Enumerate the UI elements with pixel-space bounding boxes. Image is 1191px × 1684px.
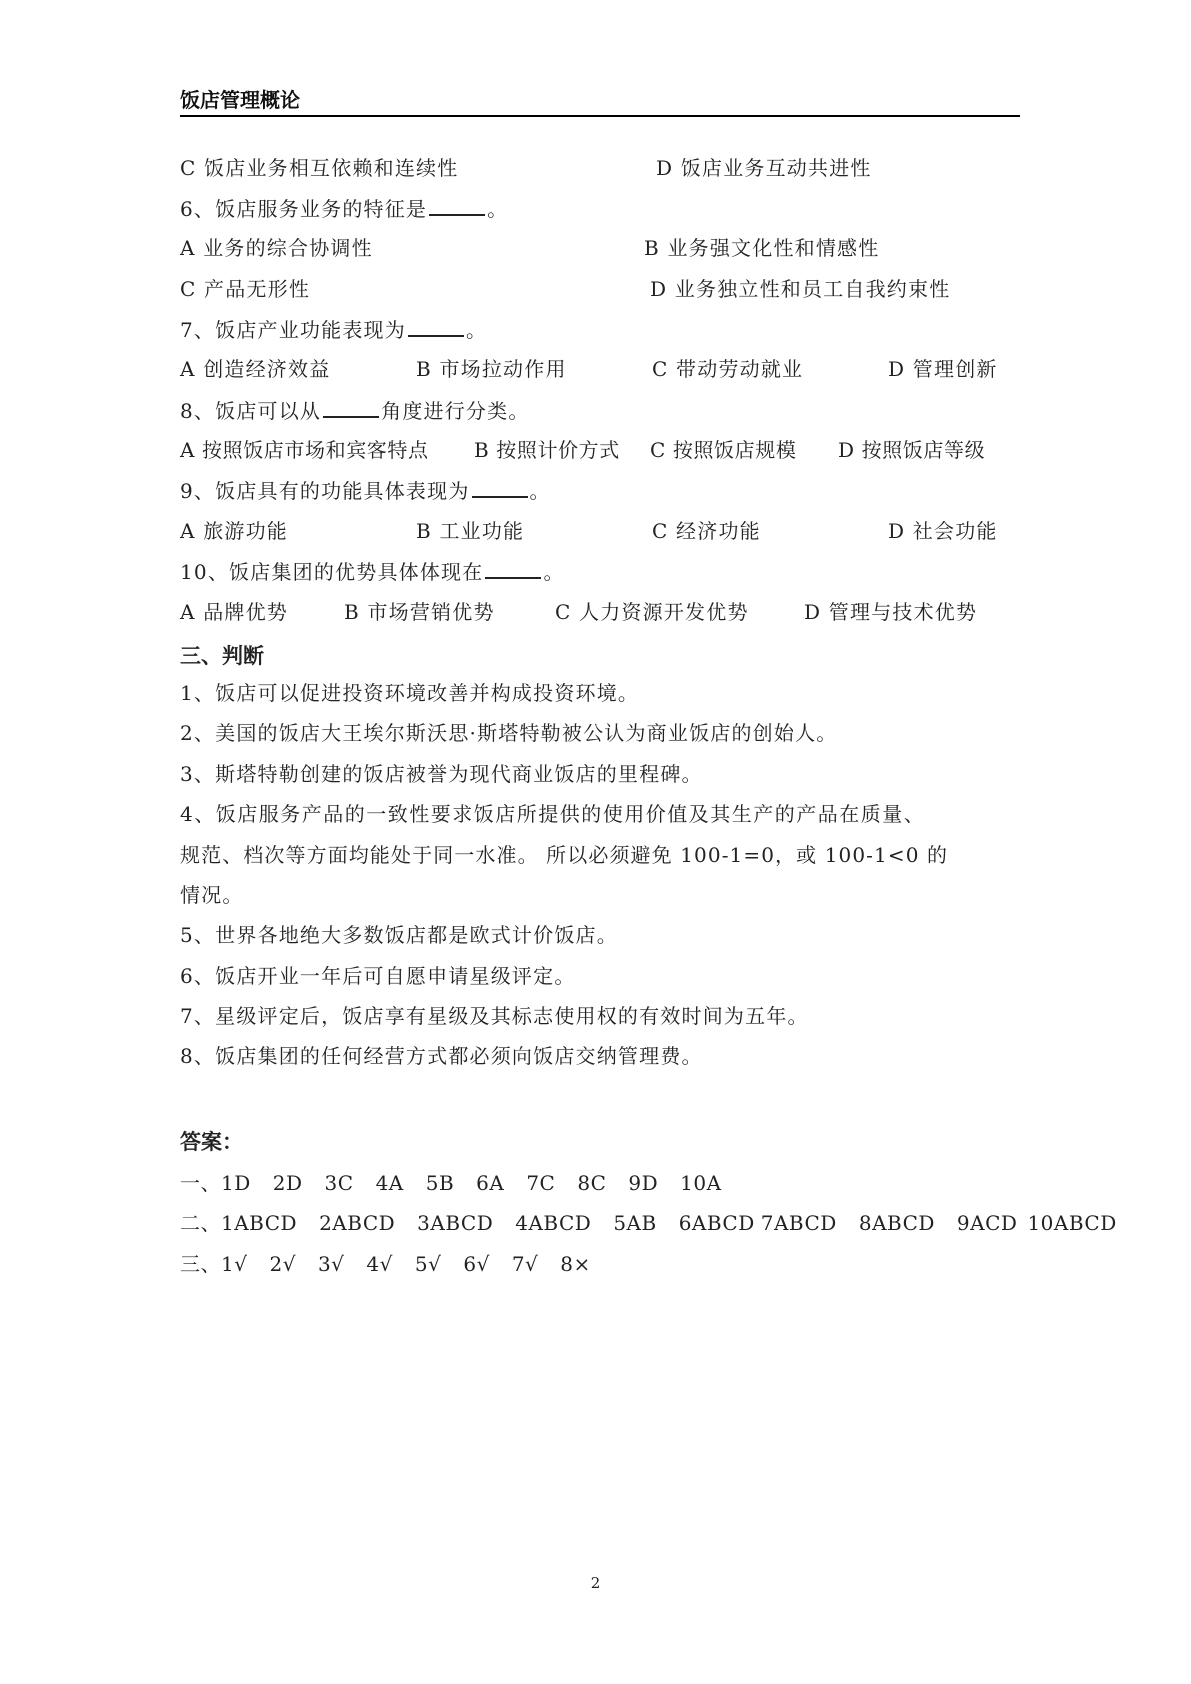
q9-option-c: C 经济功能	[652, 519, 761, 543]
judgment-8: 8、饭店集团的任何经营方式都必须向饭店交纳管理费。	[180, 1044, 703, 1068]
q7-option-c: C 带动劳动就业	[652, 357, 804, 381]
q10-option-d: D 管理与技术优势	[804, 600, 978, 624]
judgment-4-line-1: 4、饭店服务产品的一致性要求饭店所提供的使用价值及其生产的产品在质量、	[180, 802, 926, 826]
q10-stem: 10、饭店集团的优势具体体现在 。	[180, 560, 565, 584]
q7-option-a: A 创造经济效益	[180, 357, 331, 381]
q10-option-a: A 品牌优势	[180, 600, 289, 624]
q8-option-a: A 按照饭店市场和宾客特点	[180, 438, 429, 462]
judgment-4-line-3: 情况。	[180, 883, 244, 907]
q8-option-b: B 按照计价方式	[474, 438, 620, 462]
answer-blank	[323, 398, 379, 418]
q9-option-b: B 工业功能	[416, 519, 525, 543]
q8-option-d: D 按照饭店等级	[838, 438, 986, 462]
q6-option-a: A 业务的综合协调性	[180, 236, 373, 260]
q7-option-b: B 市场拉动作用	[416, 357, 567, 381]
judgment-5: 5、世界各地绝大多数饭店都是欧式计价饭店。	[180, 923, 618, 947]
q7-option-d: D 管理创新	[888, 357, 998, 381]
q6-option-c: C 产品无形性	[180, 277, 311, 301]
judgment-6: 6、饭店开业一年后可自愿申请星级评定。	[180, 964, 576, 988]
q9-stem: 9、饭店具有的功能具体表现为 。	[180, 479, 551, 503]
page-header-title: 饭店管理概论	[180, 88, 300, 112]
judgment-1: 1、饭店可以促进投资环境改善并构成投资环境。	[180, 681, 640, 705]
judgment-7: 7、星级评定后，饭店享有星级及其标志使用权的有效时间为五年。	[180, 1004, 809, 1028]
answers-title: 答案：	[180, 1130, 243, 1154]
answer-blank	[485, 559, 541, 579]
answer-blank	[472, 478, 528, 498]
q9-option-d: D 社会功能	[888, 519, 998, 543]
q8-option-c: C 按照饭店规模	[650, 438, 797, 462]
judgment-3: 3、斯塔特勒创建的饭店被誉为现代商业饭店的里程碑。	[180, 762, 703, 786]
page-number: 2	[590, 1574, 601, 1592]
q5-option-d: D 饭店业务互动共进性	[656, 156, 872, 180]
q5-option-c: C 饭店业务相互依赖和连续性	[180, 156, 459, 180]
q10-option-c: C 人力资源开发优势	[555, 600, 749, 624]
answers-row-1: 一、1D 2D 3C 4A 5B 6A 7C 8C 9D 10A	[180, 1171, 722, 1195]
q10-option-b: B 市场营销优势	[344, 600, 495, 624]
answers-row-2: 二、1ABCD 2ABCD 3ABCD 4ABCD 5AB 6ABCD 7ABCD 8ABCD 9ACD 10ABCD	[180, 1211, 1117, 1235]
section-title-judgment: 三、判断	[180, 644, 264, 668]
q6-option-d: D 业务独立性和员工自我约束性	[650, 277, 951, 301]
answer-blank	[429, 196, 485, 216]
answers-row-3: 三、1√ 2√ 3√ 4√ 5√ 6√ 7√ 8×	[180, 1252, 591, 1276]
judgment-4-line-2: 规范、档次等方面均能处于同一水准。 所以必须避免 100-1=0，或 100-1<0 的	[180, 843, 949, 867]
q7-stem: 7、饭店产业功能表现为 。	[180, 318, 488, 342]
q9-option-a: A 旅游功能	[180, 519, 289, 543]
header-rule	[180, 115, 1020, 117]
q8-stem: 8、饭店可以从 角度进行分类。	[180, 399, 530, 423]
answer-blank	[408, 317, 464, 337]
q6-option-b: B 业务强文化性和情感性	[644, 236, 880, 260]
judgment-2: 2、美国的饭店大王埃尔斯沃思·斯塔特勒被公认为商业饭店的创始人。	[180, 721, 838, 745]
q6-stem: 6、饭店服务业务的特征是 。	[180, 197, 509, 221]
